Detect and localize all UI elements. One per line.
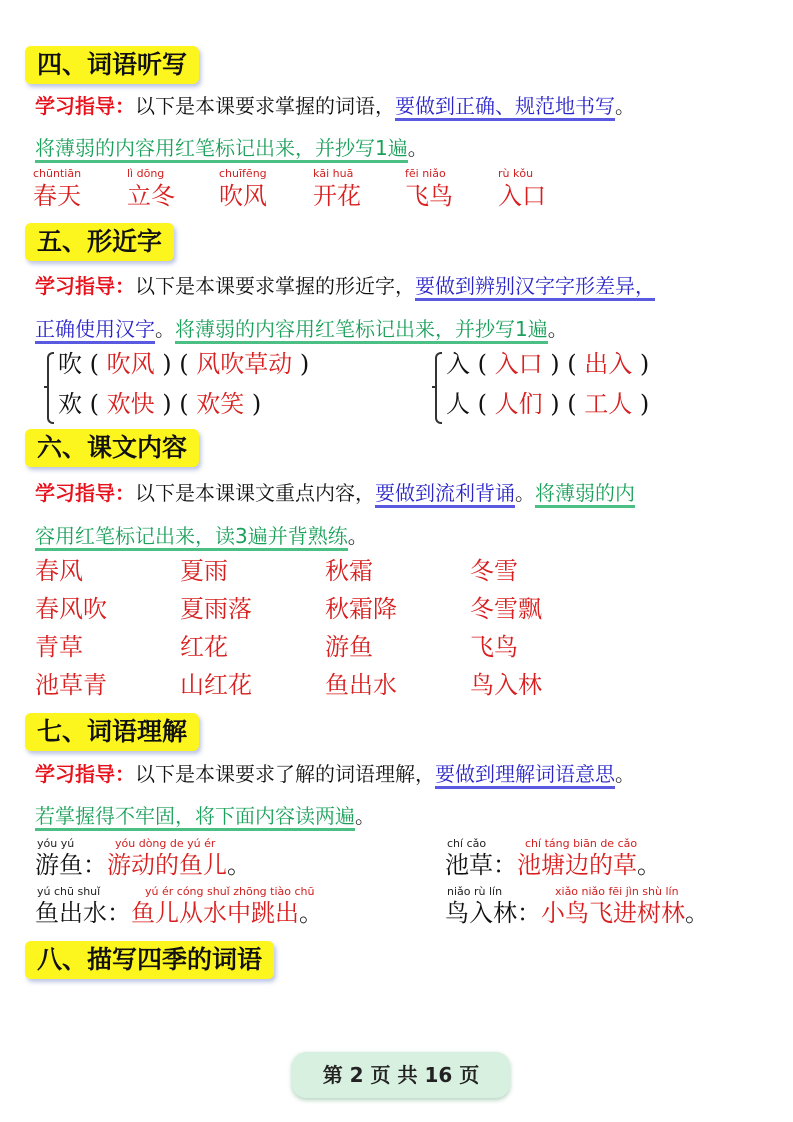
dictation-word: 飞鸟 [405, 182, 453, 210]
punct: 。 [637, 851, 661, 879]
text-phrase: 夏雨 [180, 557, 228, 585]
guide-text: 以下是本课要求掌握的形近字， [135, 274, 415, 298]
text-phrase: 冬雪飘 [470, 595, 542, 623]
dictation-word: 立冬 [127, 182, 175, 210]
example-word: 工人 [584, 390, 633, 418]
punct: 。 [547, 317, 568, 341]
term: 鱼出水： [35, 899, 131, 927]
example-word: 入口 [494, 350, 543, 378]
character: 人 [446, 390, 470, 418]
punct: 。 [685, 899, 709, 927]
pinyin: lì dōng [127, 167, 165, 180]
pinyin: fēi niǎo [405, 167, 446, 180]
similar-char-row [58, 390, 261, 418]
brace-icon [44, 352, 52, 424]
text-phrase: 红花 [180, 633, 228, 661]
punct: 。 [407, 136, 428, 160]
text-phrase: 飞鸟 [470, 633, 518, 661]
guide-label: 学习指导： [35, 274, 135, 298]
similar-char-row [446, 390, 649, 418]
bracket: ( [470, 390, 495, 418]
bracket: ( [82, 390, 107, 418]
bracket: ) ( [542, 390, 585, 418]
guide-requirement: 要做到流利背诵 [375, 481, 515, 508]
guide-instruction: 将薄弱的内容用红笔标记出来，并抄写1遍 [175, 317, 548, 344]
meaning-pinyin: chí táng biān de cǎo [525, 837, 638, 850]
meaning-pinyin: xiǎo niǎo fēi jìn shù lín [555, 885, 679, 898]
dictation-word: 春天 [33, 182, 81, 210]
bracket: ) [292, 350, 310, 378]
meaning-pinyin: yóu dòng de yú ér [115, 837, 216, 850]
example-word: 出入 [584, 350, 633, 378]
guide-label: 学习指导： [35, 94, 135, 118]
section-header-word-meaning: 七、词语理解 [25, 713, 199, 751]
dictation-word: 吹风 [219, 182, 267, 210]
punct: 。 [515, 481, 535, 505]
term: 游鱼： [35, 851, 107, 879]
word-meaning-item [35, 899, 323, 927]
section-header-seasons-words: 八、描写四季的词语 [25, 941, 274, 979]
meaning: 池塘边的草 [517, 851, 637, 879]
guide-label: 学习指导： [35, 762, 135, 786]
section-header-similar-chars: 五、形近字 [25, 223, 174, 261]
pinyin: chūntiān [33, 167, 82, 180]
text-phrase: 游鱼 [325, 633, 373, 661]
guide-instruction: 将薄弱的内 [535, 481, 635, 508]
text-phrase: 鱼出水 [325, 671, 397, 699]
term-pinyin: niǎo rù lín [447, 885, 503, 898]
term-pinyin: yóu yú [37, 837, 75, 850]
meaning: 小鸟飞进树林 [541, 899, 685, 927]
example-word: 欢笑 [196, 390, 245, 418]
character: 吹 [58, 350, 82, 378]
guide-text: 以下是本课要求了解的词语理解， [135, 762, 435, 786]
bracket: ) [244, 390, 262, 418]
guide-line [35, 760, 635, 788]
bracket: ( [82, 350, 107, 378]
pinyin: chuīfēng [219, 167, 267, 180]
text-phrase: 春风吹 [35, 595, 107, 623]
similar-char-row [58, 350, 309, 378]
character: 入 [446, 350, 470, 378]
term: 池草： [445, 851, 517, 879]
text-phrase: 鸟入林 [470, 671, 542, 699]
text-phrase: 池草青 [35, 671, 107, 699]
similar-char-row [446, 350, 649, 378]
text-phrase: 青草 [35, 633, 83, 661]
guide-line [35, 479, 635, 507]
word-meaning-item [445, 899, 709, 927]
text-phrase: 春风 [35, 557, 83, 585]
text-phrase: 秋霜 [325, 557, 373, 585]
guide-instruction: 将薄弱的内容用红笔标记出来，并抄写1遍 [35, 136, 408, 163]
punct: 。 [355, 804, 375, 828]
bracket: ) ( [154, 390, 197, 418]
bracket: ) ( [542, 350, 585, 378]
dictation-word: 入口 [498, 182, 546, 210]
guide-requirement: 正确使用汉字 [35, 317, 155, 344]
guide-line [35, 802, 375, 830]
guide-line [35, 522, 368, 550]
meaning: 鱼儿从水中跳出 [131, 899, 299, 927]
bracket: ) [632, 390, 650, 418]
example-word: 人们 [494, 390, 543, 418]
bracket: ) [632, 350, 650, 378]
guide-text: 以下是本课要求掌握的词语， [135, 94, 395, 118]
punct: 。 [227, 851, 251, 879]
bracket: ( [470, 350, 495, 378]
meaning-pinyin: yú ér cóng shuǐ zhōng tiào chū [145, 885, 315, 898]
word-meaning-item [35, 851, 251, 879]
text-phrase: 夏雨落 [180, 595, 252, 623]
brace-icon [432, 352, 440, 424]
term: 鸟入林： [445, 899, 541, 927]
meaning: 游动的鱼儿 [107, 851, 227, 879]
guide-line [35, 315, 568, 343]
bracket: ) ( [154, 350, 197, 378]
punct: 。 [155, 317, 175, 341]
pinyin: rù kǒu [498, 167, 534, 180]
section-header-dictation: 四、词语听写 [25, 46, 199, 84]
text-phrase: 冬雪 [470, 557, 518, 585]
guide-requirement: 要做到辨别汉字字形差异， [415, 274, 655, 301]
example-word: 吹风 [106, 350, 155, 378]
section-header-text-content: 六、课文内容 [25, 429, 199, 467]
punct: 。 [615, 762, 635, 786]
example-word: 风吹草动 [196, 350, 293, 378]
guide-requirement: 要做到正确、规范地书写 [395, 94, 615, 121]
word-meaning-item [445, 851, 661, 879]
punct: 。 [615, 94, 635, 118]
term-pinyin: chí cǎo [447, 837, 487, 850]
punct: 。 [299, 899, 323, 927]
text-phrase: 秋霜降 [325, 595, 397, 623]
text-phrase: 山红花 [180, 671, 252, 699]
guide-text: 以下是本课课文重点内容， [135, 481, 375, 505]
guide-requirement: 要做到理解词语意思 [435, 762, 615, 789]
guide-instruction: 若掌握得不牢固，将下面内容读两遍 [35, 804, 355, 831]
dictation-word: 开花 [313, 182, 361, 210]
pinyin: kāi huā [313, 167, 354, 180]
term-pinyin: yú chū shuǐ [37, 885, 101, 898]
guide-line [35, 272, 655, 300]
guide-line [35, 134, 428, 162]
character: 欢 [58, 390, 82, 418]
page-indicator: 第 2 页 共 16 页 [292, 1052, 510, 1098]
guide-label: 学习指导： [35, 481, 135, 505]
guide-instruction: 容用红笔标记出来，读3遍并背熟练 [35, 524, 348, 551]
guide-line [35, 92, 635, 120]
punct: 。 [347, 524, 368, 548]
example-word: 欢快 [106, 390, 155, 418]
